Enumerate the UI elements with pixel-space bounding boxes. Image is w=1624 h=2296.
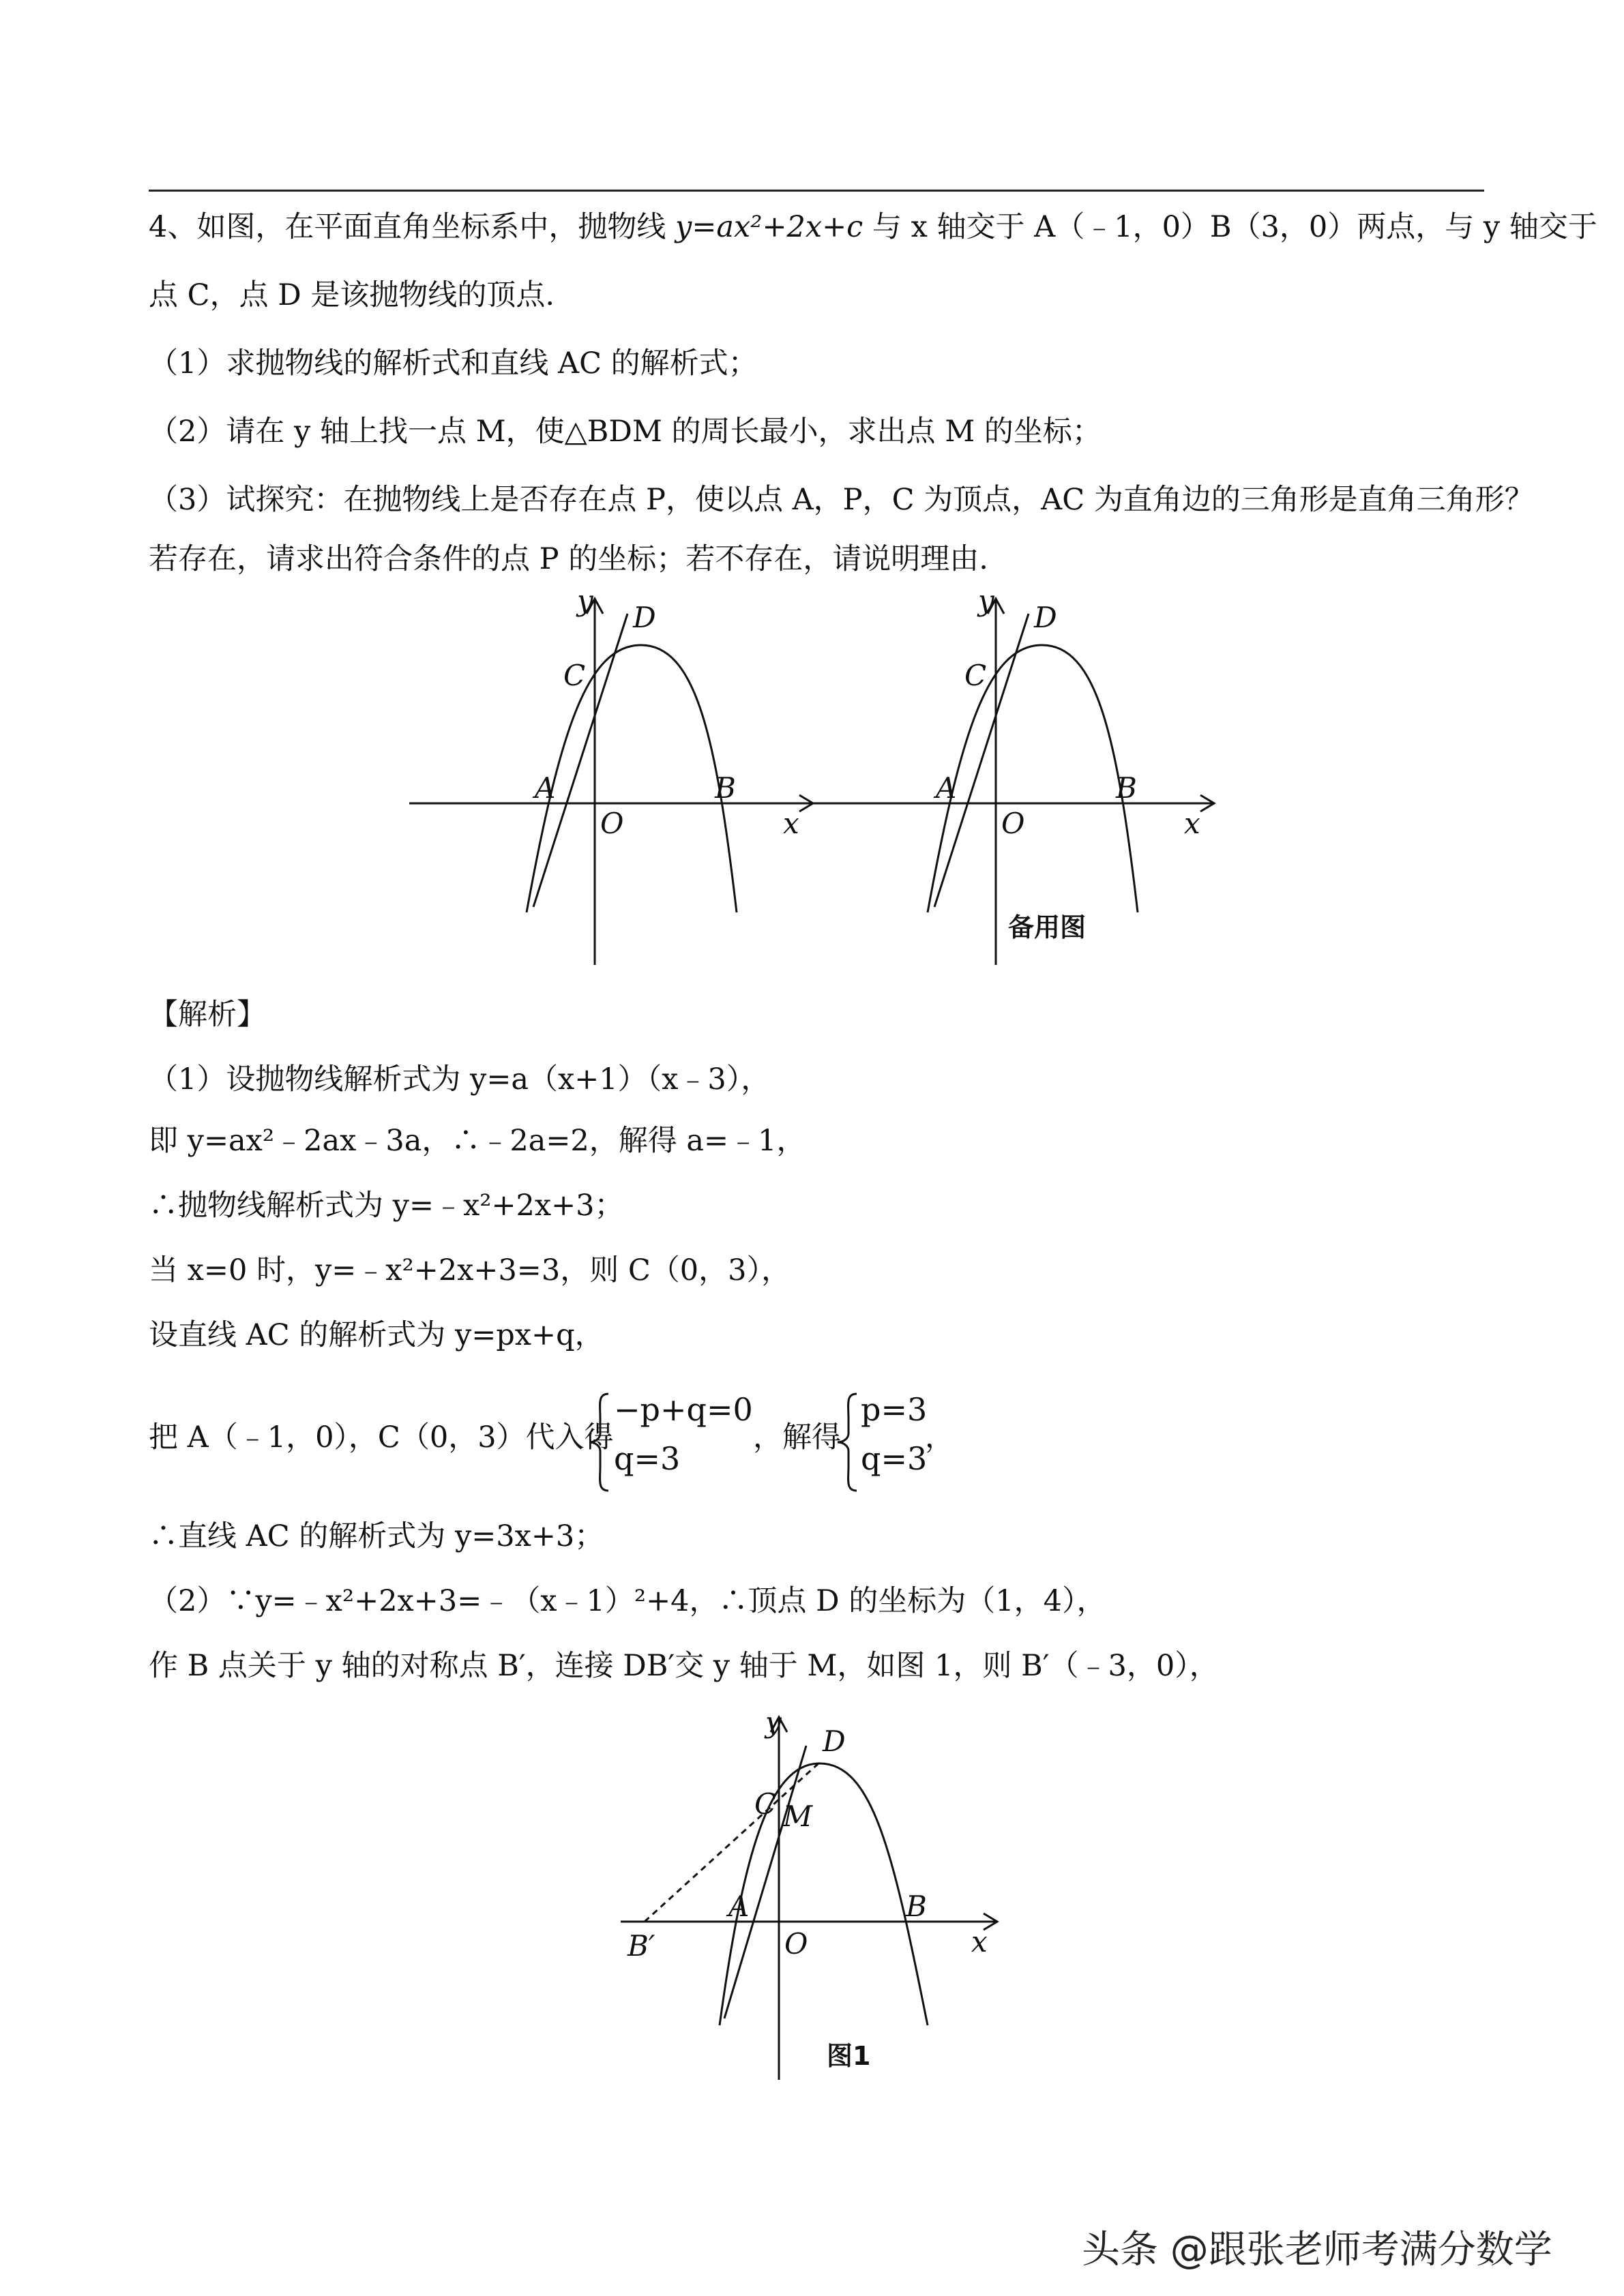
problem-line-1: 4、如图，在平面直角坐标系中，抛物线 y=ax²+2x+c 与 x 轴交于 A（﹣1，0）B（3，0）两点，与 y 轴交于 xyxy=(149,210,1597,244)
system-1-eq-1: −p+q=0 xyxy=(614,1391,753,1428)
solution-line-9: 作 B 点关于 y 轴的对称点 B′，连接 DB′交 y 轴于 M，如图 1，则 B′（﹣3，0）， xyxy=(149,1649,1219,1683)
point-b-label: B xyxy=(906,1890,927,1923)
spare-figure-caption: 备用图 xyxy=(1008,912,1087,942)
point-b-label: B xyxy=(1116,771,1137,805)
system-brace-2 xyxy=(835,1391,862,1493)
point-b-label: B xyxy=(715,771,736,805)
y-axis-label: y xyxy=(765,1705,782,1739)
point-c-label: C xyxy=(964,659,987,692)
figure-1-caption: 图1 xyxy=(827,2041,871,2071)
x-axis-label: x xyxy=(1184,807,1200,840)
solution-line-6-a: 把 A（﹣1，0），C（0，3）代入得 xyxy=(149,1420,614,1455)
y-axis-label: y xyxy=(978,586,994,617)
question-3-line-1: （3）试探究：在抛物线上是否存在点 P，使以点 A，P，C 为顶点，AC 为直角边的三角形是直角三角形？ xyxy=(149,483,1534,517)
question-2: （2）请在 y 轴上找一点 M，使△BDM 的周长最小，求出点 M 的坐标； xyxy=(149,415,1102,449)
point-b-prime-label: B′ xyxy=(628,1929,655,1963)
point-a-label: A xyxy=(936,771,957,805)
system-1-eq-2: q=3 xyxy=(614,1440,681,1477)
origin-label: O xyxy=(784,1927,808,1960)
system-brace-1 xyxy=(587,1391,614,1493)
watermark: 头条 @跟张老师考满分数学 xyxy=(1082,2228,1552,2272)
problem-line-2: 点 C，点 D 是该抛物线的顶点. xyxy=(149,278,555,312)
point-d-label: D xyxy=(1034,601,1057,634)
x-axis-label: x xyxy=(783,807,799,840)
solution-line-7: ∴直线 AC 的解析式为 y=3x+3； xyxy=(149,1519,604,1553)
figure-spare xyxy=(810,586,1233,968)
point-a-label: A xyxy=(535,771,556,805)
solution-line-8: （2）∵y=﹣x²+2x+3=﹣（x﹣1）²+4，∴顶点 D 的坐标为（1，4）， xyxy=(149,1584,1106,1618)
system-2-eq-1: p=3 xyxy=(861,1391,928,1428)
solution-line-3: ∴抛物线解析式为 y=﹣x²+2x+3； xyxy=(149,1189,624,1223)
point-d-label: D xyxy=(633,601,656,634)
figure-1 xyxy=(614,1705,1009,2087)
point-c-label: C xyxy=(754,1787,777,1821)
solution-line-2: 即 y=ax²﹣2ax﹣3a，∴﹣2a=2，解得 a=﹣1， xyxy=(149,1124,806,1158)
point-m-label: M xyxy=(783,1800,813,1833)
solution-line-1: （1）设抛物线解析式为 y=a（x+1）（x﹣3）， xyxy=(149,1062,771,1097)
solution-line-6-c: ， xyxy=(925,1420,954,1455)
origin-label: O xyxy=(600,807,624,840)
system-2-eq-2: q=3 xyxy=(861,1440,928,1477)
solution-heading: 【解析】 xyxy=(149,998,266,1032)
point-c-label: C xyxy=(563,659,586,692)
point-d-label: D xyxy=(823,1725,846,1758)
figure-main xyxy=(409,586,832,968)
question-3-line-2: 若存在，请求出符合条件的点 P 的坐标；若不存在，请说明理由. xyxy=(149,542,988,576)
solution-line-4: 当 x=0 时，y=﹣x²+2x+3=3，则 C（0，3）， xyxy=(149,1253,791,1287)
solution-line-6-b: ，解得 xyxy=(753,1420,841,1455)
solution-line-5: 设直线 AC 的解析式为 y=px+q， xyxy=(149,1318,604,1352)
origin-label: O xyxy=(1001,807,1025,840)
point-a-label: A xyxy=(728,1890,750,1923)
question-1: （1）求抛物线的解析式和直线 AC 的解析式； xyxy=(149,346,758,381)
x-axis-label: x xyxy=(971,1925,988,1958)
y-axis-label: y xyxy=(577,586,593,617)
header-rule xyxy=(149,190,1484,192)
